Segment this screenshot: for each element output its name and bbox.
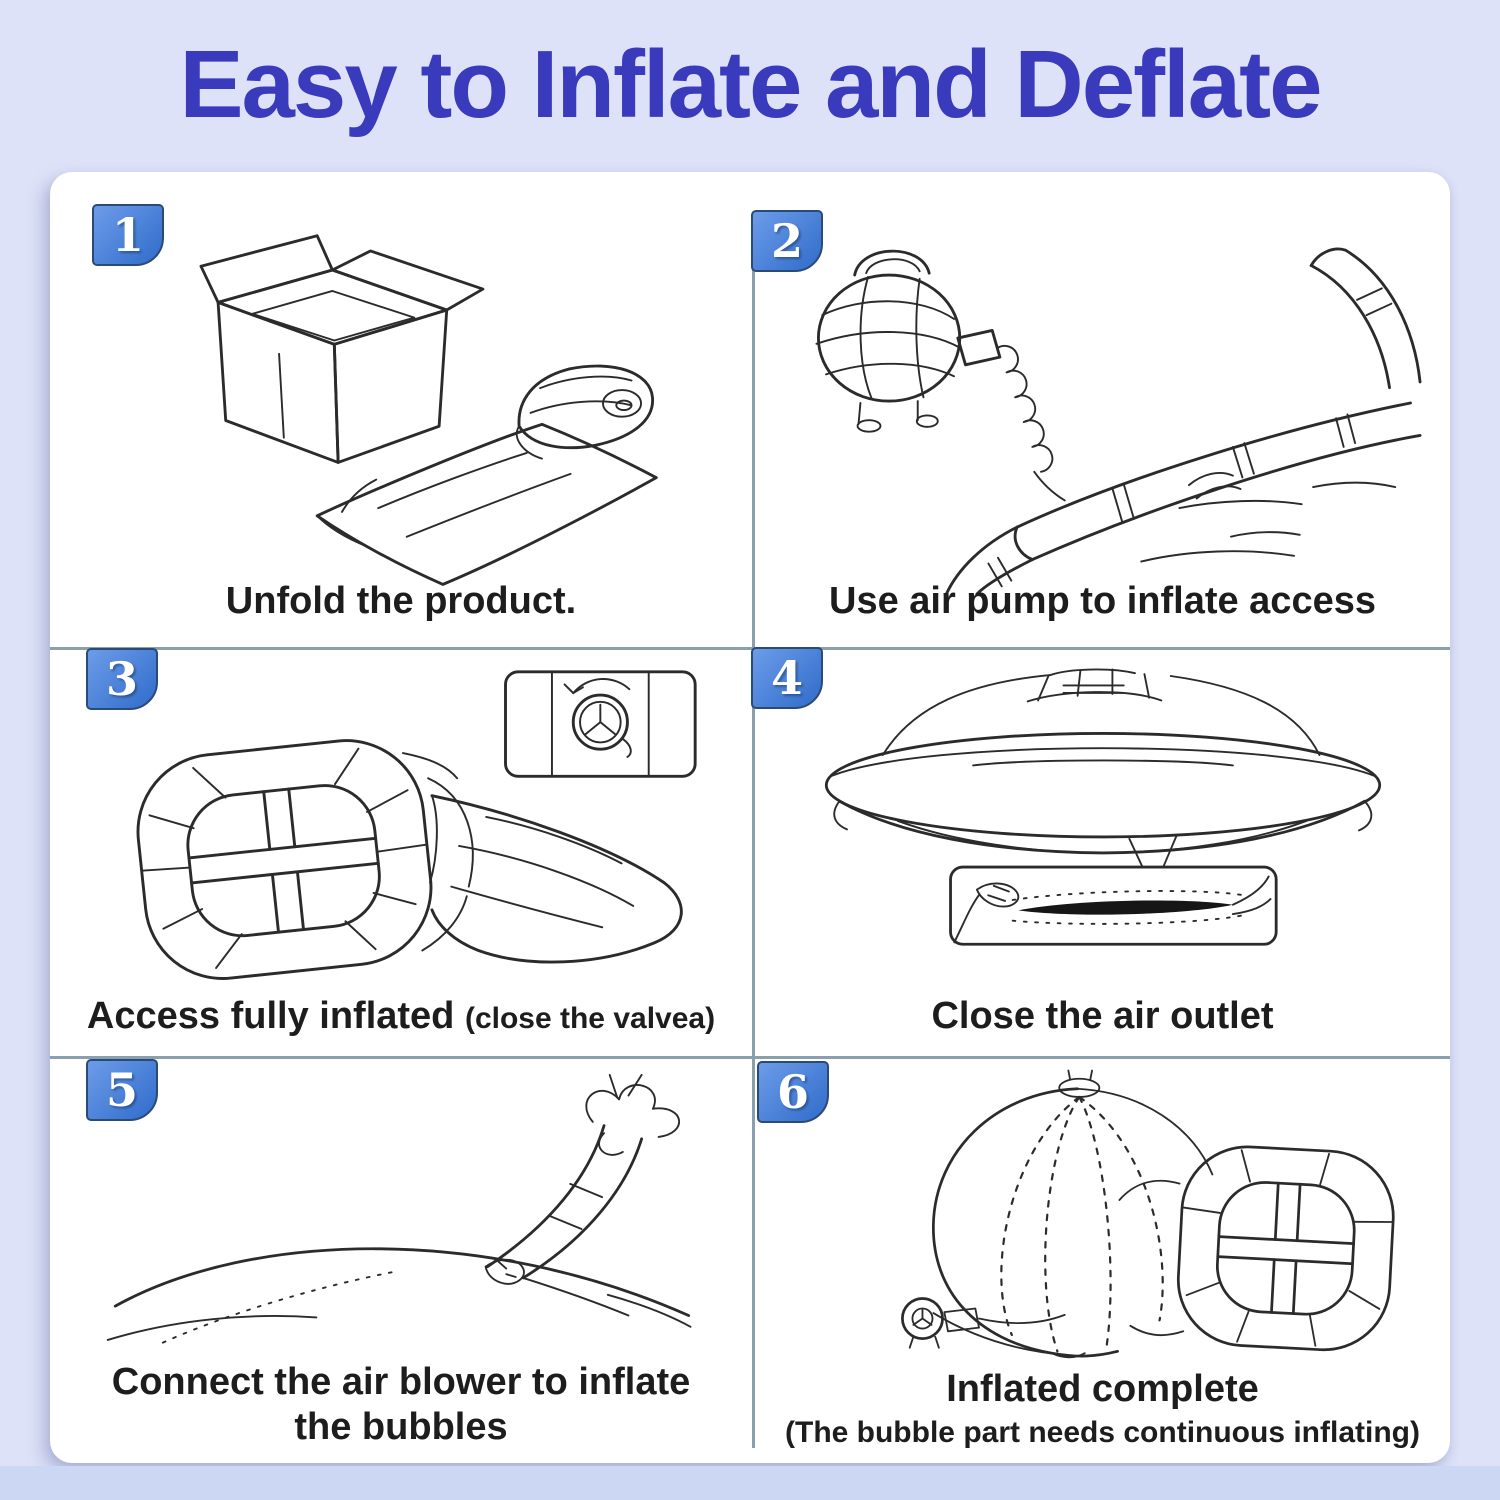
step-cell-2 [755,172,1450,647]
step-cell-3 [50,650,752,1056]
step-cell-1 [50,172,752,647]
air-pump-illustration [778,212,1428,594]
valve-icon [573,695,631,757]
step-3-caption-note: (close the valvea) [464,1002,716,1036]
air-blower-drawing [902,1298,1064,1347]
tunnel-ring-drawing [130,733,438,986]
air-blower-connect-illustration [81,1073,721,1355]
step-cell-6 [755,1059,1450,1463]
rotate-arrow-icon [565,679,630,693]
step-1-number: 1 [111,208,144,262]
deflated-bubble-drawing [403,753,681,962]
step-5-caption: Connect the air blower to inflate the bubbles [50,1360,752,1451]
step-6-caption-note: (The bubble part needs continuous inflating) [785,1416,1420,1449]
zipper-drawing [1012,891,1244,924]
instruction-card [50,172,1450,1463]
inflated-access-illustration [91,666,711,995]
step-2-number: 2 [770,214,803,268]
step-6-number: 6 [776,1065,809,1119]
blower-sleeve-drawing [487,1075,679,1278]
valve-inset [506,672,696,777]
step-cell-4 [755,650,1450,1056]
unfold-product-illustration [96,230,706,592]
dome-surface-drawing [108,1249,691,1344]
air-pump-drawing [816,251,999,432]
inflatable-tube-drawing [946,249,1420,594]
hand-drawing [954,883,1018,942]
bubble-dome-drawing [933,1071,1212,1358]
step-3-caption: Access fully inflated (close the valvea) [86,995,716,1038]
zipper-callout [950,867,1276,944]
step-2-caption: Use air pump to inflate access [829,580,1376,623]
open-box-drawing [201,236,483,463]
step-4-caption: Close the air outlet [931,995,1274,1038]
step-cell-5 [50,1059,752,1463]
step-1-caption: Unfold the product. [225,580,577,623]
background-strip [0,1466,1500,1500]
step-4-number: 4 [770,651,803,705]
step-3-number: 3 [105,652,138,706]
coil-hose-drawing [997,346,1064,501]
page-title: Easy to Inflate and Deflate [179,31,1321,138]
hand-drawing [486,1260,629,1316]
step-6-caption: Inflated complete (The bubble part needs continuous inflating) [755,1367,1450,1451]
tunnel-ring-drawing [1174,1144,1396,1354]
step-5-number: 5 [105,1063,138,1117]
rolled-mat-drawing [317,366,656,584]
inflated-complete-illustration [793,1065,1413,1366]
base-ring-drawing [826,669,1379,867]
close-air-outlet-illustration [783,660,1423,980]
step-5-caption-line2: the bubbles [294,1406,508,1449]
